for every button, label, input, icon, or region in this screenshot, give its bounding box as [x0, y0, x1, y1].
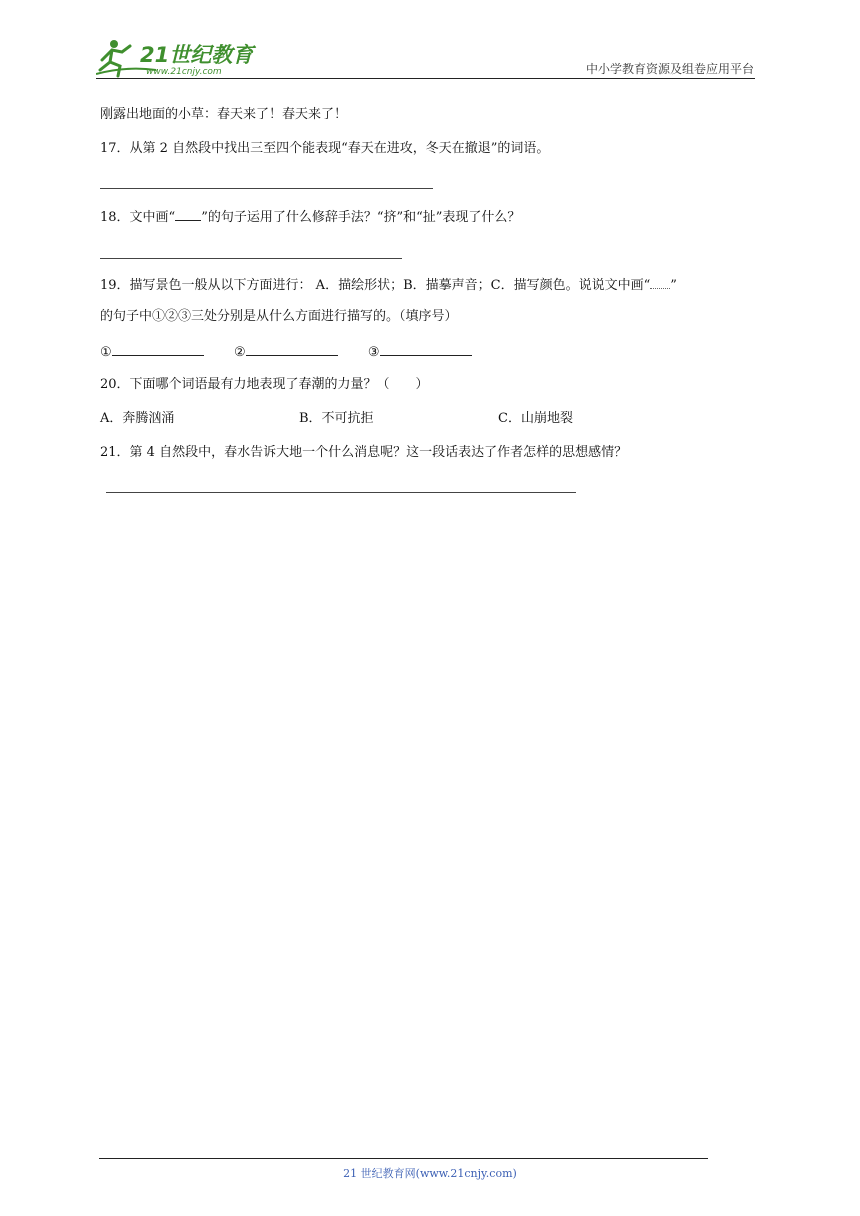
answer-blank-1[interactable]: [112, 343, 204, 356]
question-18: [100, 208, 520, 227]
question-20: 20．下面哪个词语最有力地表现了春潮的力量？（ ）: [100, 377, 429, 392]
question-18-text-a: 18．文中画“: [100, 210, 176, 225]
logo-text: 21世纪教育: [140, 43, 254, 67]
answer-line-21[interactable]: [106, 492, 576, 493]
question-19-line2: 的句子中①②③三处分别是从什么方面进行描写的。（填序号）: [100, 309, 458, 324]
question-18-text-b: ”的句子运用了什么修辞手法？“挤”和“扯”表现了什么？: [201, 210, 521, 225]
option-b[interactable]: B．不可抗拒: [299, 411, 374, 426]
question-21: 21．第 4 自然段中，春水告诉大地一个什么消息呢？这一段话表达了作者怎样的思想感情？: [100, 445, 628, 460]
intro-line: 刚露出地面的小草：春天来了！春天来了！: [100, 107, 348, 122]
dotted-underline-marker: [650, 276, 670, 289]
header-site-name: 中小学教育资源及组卷应用平台: [585, 62, 754, 76]
answer-line-18[interactable]: [100, 258, 402, 259]
question-19-blanks: [100, 343, 472, 362]
site-logo: [96, 36, 266, 80]
question-17: 17．从第 2 自然段中找出三至四个能表现“春天在进攻，冬天在撤退”的词语。: [100, 141, 550, 156]
answer-blank-3[interactable]: [380, 343, 472, 356]
underline-marker: [175, 208, 201, 221]
blank-label-3: ③: [367, 345, 380, 360]
question-19-text-a: 19．描写景色一般从以下方面进行： A．描绘形状；B．描摹声音；C．描写颜色。说说文中画“: [100, 278, 651, 293]
footer-text[interactable]: 21 世纪教育网(www.21cnjy.com): [343, 1167, 517, 1180]
header-divider: [96, 78, 755, 79]
answer-line-17[interactable]: [100, 188, 433, 189]
question-19-line1: [100, 276, 677, 295]
logo-url: www.21cnjy.com: [146, 67, 222, 77]
blank-label-1: ①: [100, 345, 112, 360]
option-c[interactable]: C．山崩地裂: [498, 411, 573, 426]
footer-divider: [99, 1158, 708, 1159]
option-a[interactable]: A．奔腾汹涌: [100, 411, 175, 426]
blank-label-2: ②: [233, 345, 246, 360]
answer-blank-2[interactable]: [246, 343, 338, 356]
question-19-text-b: ”: [670, 278, 677, 293]
